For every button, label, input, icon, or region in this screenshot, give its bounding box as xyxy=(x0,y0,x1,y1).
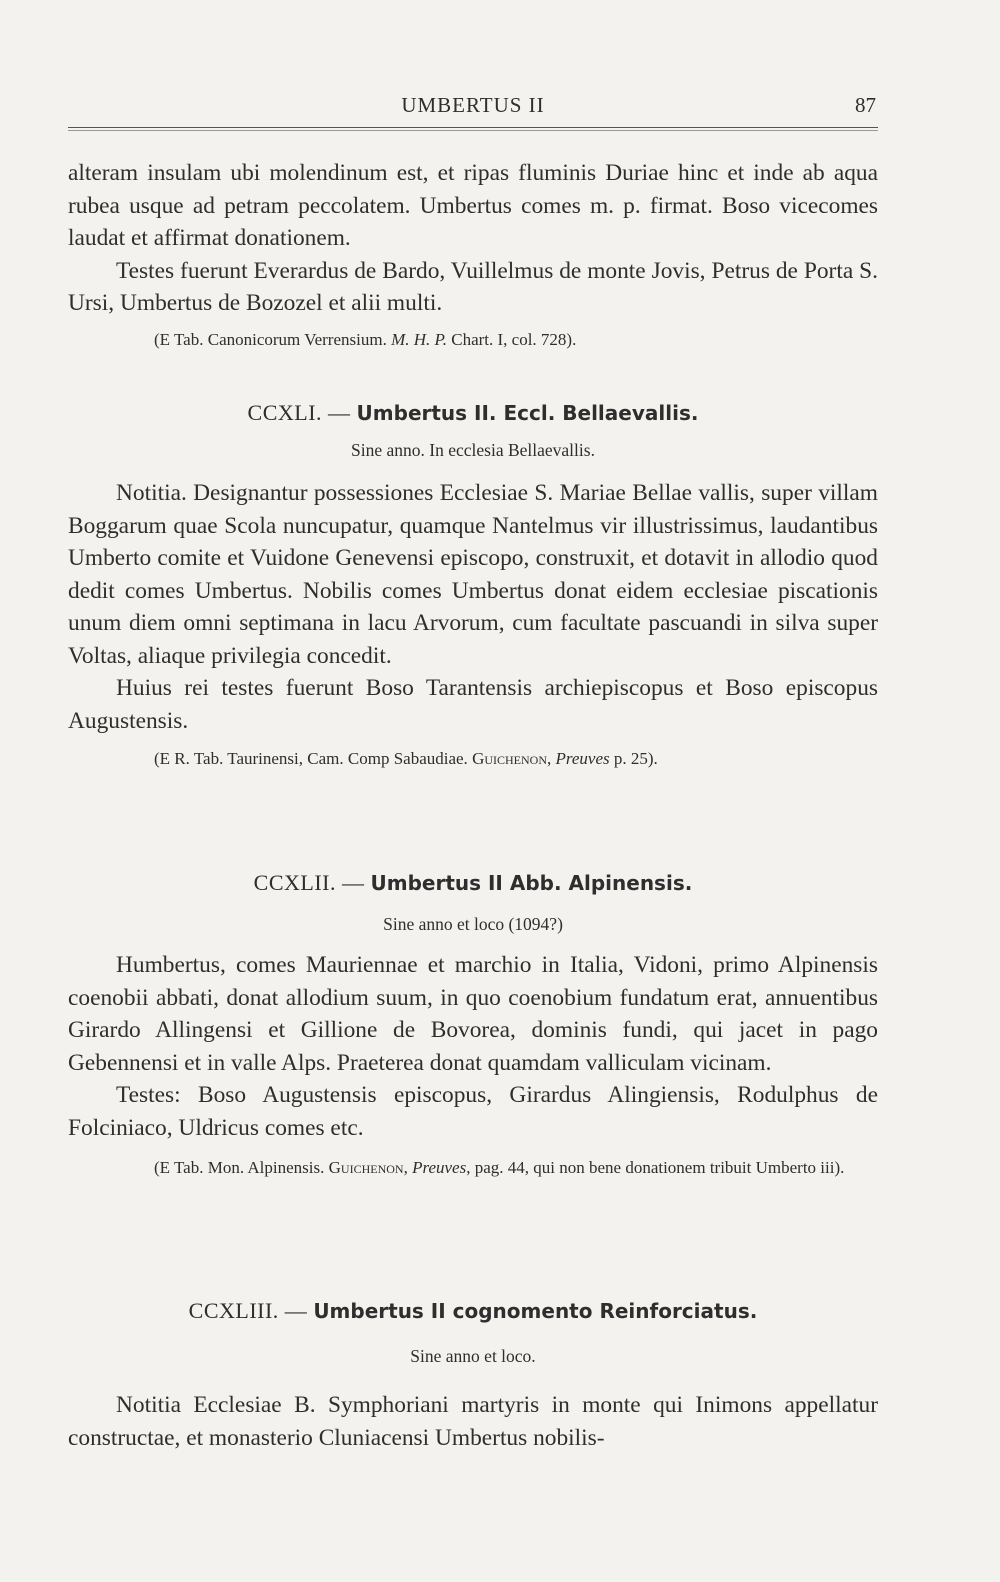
source-author: Guichenon xyxy=(472,749,547,768)
section-subhead: Sine anno. In ecclesia Bellaevallis. xyxy=(351,440,595,460)
section-subhead: Sine anno et loco (1094?) xyxy=(383,914,563,934)
header-rule xyxy=(68,127,878,131)
opening-source xyxy=(68,328,878,352)
source-text: (E R. Tab. Taurinensi, Cam. Comp Sabaudiae. xyxy=(154,749,473,768)
section-heading xyxy=(68,400,878,426)
source-italic: Preuves xyxy=(555,749,610,768)
section-title: Umbertus II cognomento Reinforciatus. xyxy=(313,1299,758,1323)
section-heading xyxy=(68,870,878,896)
opening-paragraph-1: alteram insulam ubi molendinum est, et ripas fluminis Duriae hinc et inde ab aqua rubea usque ad petram peccolatem. Umbertus comes m. p. firmat. Boso vicecomes laudat et affirmat donationem. xyxy=(68,160,878,251)
opening-block xyxy=(68,157,878,352)
source-text-end: p. 25). xyxy=(609,749,658,768)
section-paragraph-1: Notitia. Designantur possessiones Ecclesiae S. Mariae Bellae vallis, super villam Boggarum quae Scola nuncupatur, quamque Nantelmus vir illustrissimus, laudantibus Umberto comite et Vuidone Genevensi episcopo, construxit, et dotavit in allodio quod dedit comes Umbertus. Nobilis comes Umbertus donat eidem ecclesiae piscationis unum diem omni septimana in lacu Arvorum, cum facultate pascuandi in silva super Voltas, aliaque privilegia concedit. xyxy=(68,480,878,669)
section-title: Umbertus II Abb. Alpinensis. xyxy=(370,871,693,895)
section-paragraph-2: Huius rei testes fuerunt Boso Tarantensis archiepiscopus et Boso episcopus Augustensis. xyxy=(68,675,878,734)
section-source xyxy=(68,1156,878,1180)
source-text-end: , pag. 44, qui non bene donationem tribuit Umberto iii). xyxy=(466,1158,845,1177)
source-italic: M. H. P. xyxy=(391,329,447,349)
section-number: CCXLI. — xyxy=(247,400,357,425)
source-author: Guichenon xyxy=(328,1158,404,1177)
section-number: CCXLIII. — xyxy=(188,1298,314,1323)
source-text-end: Chart. I, col. 728). xyxy=(446,329,577,349)
running-head xyxy=(68,93,878,123)
section-ccxlii xyxy=(68,870,878,1180)
section-subhead: Sine anno et loco. xyxy=(410,1346,536,1366)
source-italic: Preuves xyxy=(412,1158,467,1177)
source-text: (E Tab. Canonicorum Verrensium. xyxy=(154,329,392,349)
section-paragraph-1: Humbertus, comes Mauriennae et marchio in Italia, Vidoni, primo Alpinensis coenobii abbati, donat allodium suum, in quo coenobium fundatum erat, annuentibus Girardo Allingensi et Gillione de Bovorea, dominis fundi, qui jacet in pago Gebennensi et in valle Alps. Praeterea donat quamdam valliculam vicinam. xyxy=(68,952,878,1076)
section-number: CCXLII. — xyxy=(253,870,371,895)
section-ccxli xyxy=(68,400,878,771)
section-heading xyxy=(68,1298,878,1324)
section-title: Umbertus II. Eccl. Bellaevallis. xyxy=(356,401,699,425)
source-text: (E Tab. Mon. Alpinensis. xyxy=(154,1158,329,1177)
section-paragraph-1: Notitia Ecclesiae B. Symphoriani martyris in monte qui Inimons appellatur constructae, et monasterio Cluniacensi Umbertus nobilis- xyxy=(68,1392,878,1451)
source-sep: , xyxy=(403,1158,413,1177)
section-source xyxy=(68,747,878,771)
page-number: 87 xyxy=(855,93,876,117)
section-ccxliii xyxy=(68,1298,878,1454)
opening-paragraph-2: Testes fuerunt Everardus de Bardo, Vuillelmus de monte Jovis, Petrus de Porta S. Ursi, Umbertus de Bozozel et alii multi. xyxy=(68,257,878,316)
source-sep: , xyxy=(547,749,556,768)
section-paragraph-2: Testes: Boso Augustensis episcopus, Girardus Alingiensis, Rodulphus de Folciniaco, Uldricus comes etc. xyxy=(68,1082,878,1141)
running-head-title: UMBERTUS II xyxy=(401,93,545,117)
